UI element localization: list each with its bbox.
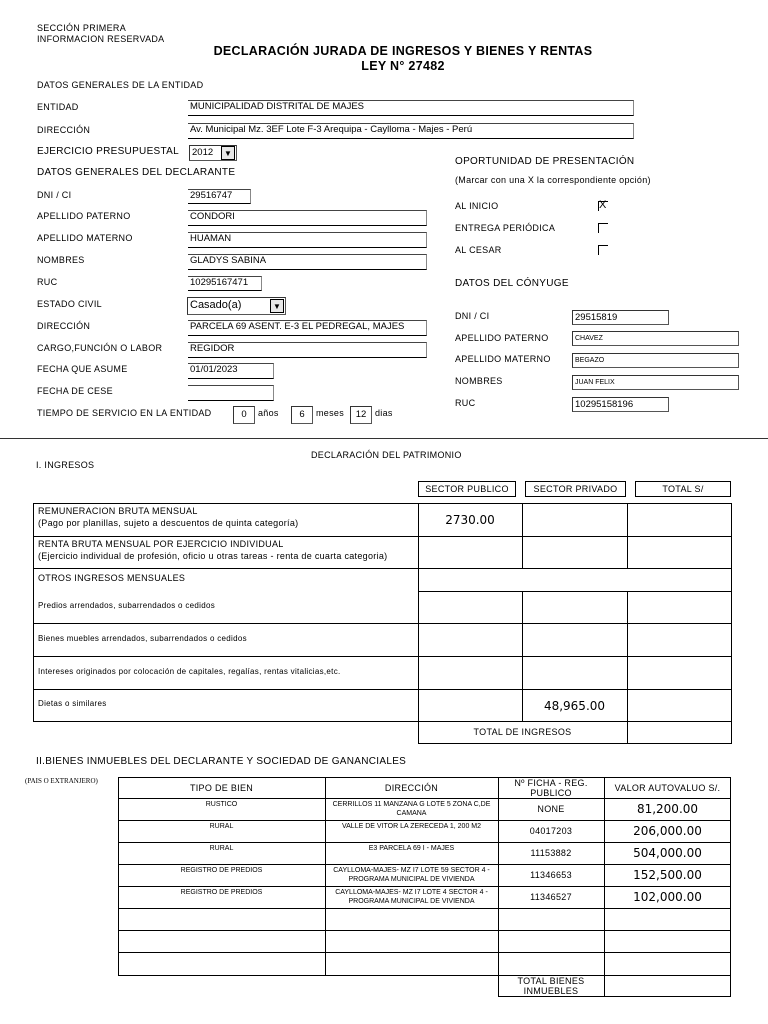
ingreso-row-remuneracion-desc: (Pago por planillas, sujeto a descuentos de quinta categoría) — [38, 518, 299, 528]
chevron-down-icon[interactable]: ▼ — [270, 299, 284, 313]
nombres-field[interactable]: GLADYS SABINA — [188, 254, 427, 270]
entidad-label: ENTIDAD — [37, 102, 79, 112]
ap-paterno-label: APELLIDO PATERNO — [37, 211, 131, 221]
col-direccion: DIRECCIÓN — [384, 783, 439, 793]
renta-total[interactable] — [627, 536, 732, 568]
tiempo-label: TIEMPO DE SERVICIO EN LA ENTIDAD — [37, 408, 212, 418]
ingresos-heading: I. INGRESOS — [36, 460, 95, 470]
inmueble-row-1-tipo: RUSTICO — [205, 800, 238, 808]
inmueble-row-5-direccion: CAYLLOMA-MAJES- MZ I7 LOTE 4 SECTOR 4 - PROGRAMA MUNICIPAL DE VIVIENDA — [335, 889, 488, 905]
cargo-label: CARGO,FUNCIÓN O LABOR — [37, 343, 163, 353]
dietas-privado[interactable]: 48,965.00 — [543, 698, 606, 713]
dietas-total[interactable] — [627, 689, 732, 722]
estado-civil-value: Casado(a) — [190, 299, 242, 311]
ejercicio-label: EJERCICIO PRESUPUESTAL — [37, 146, 180, 157]
spouse-ap-materno-field[interactable]: BEGAZO — [572, 353, 739, 368]
fecha-asume-label: FECHA QUE ASUME — [37, 364, 128, 374]
spouse-nombres-label: NOMBRES — [455, 376, 503, 386]
intereses-total[interactable] — [627, 656, 732, 689]
declarant-heading: DATOS GENERALES DEL DECLARANTE — [37, 167, 236, 178]
col-header-total: TOTAL S/ — [635, 481, 731, 497]
declarant-direccion-label: DIRECCIÓN — [37, 321, 91, 331]
intereses-publico[interactable] — [418, 656, 522, 689]
spouse-dni-label: DNI / CI — [455, 311, 490, 321]
inmueble-row-1-ficha: NONE — [537, 804, 565, 814]
total-ingresos-label: TOTAL DE INGRESOS — [473, 727, 572, 737]
option-al-cesar-label: AL CESAR — [455, 245, 502, 255]
spouse-ruc-field[interactable]: 10295158196 — [572, 397, 669, 412]
renta-privado[interactable] — [522, 536, 627, 568]
inmuebles-heading: II.BIENES INMUEBLES DEL DECLARANTE Y SOCIEDAD DE GANANCIALES — [36, 756, 407, 767]
col-header-privado: SECTOR PRIVADO — [525, 481, 626, 497]
meses-field[interactable]: 6 — [291, 406, 313, 424]
inmueble-row-4-valor: 152,500.00 — [633, 868, 702, 882]
predios-total[interactable] — [627, 591, 732, 623]
remuneracion-privado[interactable] — [522, 503, 627, 536]
oportunidad-hint: (Marcar con una X la correspondiente opción) — [455, 175, 651, 185]
col-tipo-bien: TIPO DE BIEN — [189, 783, 254, 793]
intereses-privado[interactable] — [522, 656, 627, 689]
muebles-privado[interactable] — [522, 623, 627, 656]
dias-label: dias — [375, 408, 393, 418]
meses-label: meses — [316, 408, 345, 418]
col-header-publico: SECTOR PUBLICO — [418, 481, 516, 497]
fecha-cese-field[interactable] — [188, 385, 274, 401]
inmueble-row-3-ficha: 11153882 — [530, 848, 572, 858]
section-divider — [0, 438, 768, 439]
estado-civil-label: ESTADO CIVIL — [37, 299, 102, 309]
anios-label: años — [258, 408, 279, 418]
muebles-total[interactable] — [627, 623, 732, 656]
ingreso-row-remuneracion-title: REMUNERACION BRUTA MENSUAL — [38, 506, 198, 516]
option-entrega-periodica-label: ENTREGA PERIÓDICA — [455, 223, 556, 233]
dni-field[interactable]: 29516747 — [188, 189, 251, 204]
pais-note: (PAIS O EXTRANJERO) — [25, 777, 98, 785]
ap-paterno-field[interactable]: CONDORI — [188, 210, 427, 226]
ap-materno-label: APELLIDO MATERNO — [37, 233, 133, 243]
col-valor: VALOR AUTOVALUO S/. — [614, 783, 721, 793]
inmueble-row-2-tipo: RURAL — [209, 822, 234, 830]
chevron-down-icon[interactable]: ▼ — [221, 146, 235, 160]
dni-label: DNI / CI — [37, 190, 72, 200]
checkbox-al-cesar[interactable] — [598, 245, 608, 255]
checkbox-mark: X — [599, 199, 607, 211]
inmueble-row-5-valor: 102,000.00 — [633, 890, 702, 904]
ingreso-row-bienes-muebles: Bienes muebles arrendados, subarrendados o cedidos — [38, 634, 247, 643]
inmueble-row-1-direccion: CERRILLOS 11 MANZANA G LOTE 5 ZONA C,DE CAMANA — [332, 801, 491, 817]
spouse-ap-materno-label: APELLIDO MATERNO — [455, 354, 551, 364]
predios-privado[interactable] — [522, 591, 627, 623]
ingreso-row-predios: Predios arrendados, subarrendados o cedidos — [38, 601, 216, 610]
ap-materno-field[interactable]: HUAMAN — [188, 232, 427, 248]
entity-direccion-field[interactable]: Av. Municipal Mz. 3EF Lote F-3 Arequipa - Caylloma - Majes - Perú — [188, 123, 634, 139]
ingreso-row-dietas: Dietas o similares — [38, 699, 107, 708]
dias-field[interactable]: 12 — [350, 406, 372, 424]
col-ficha: Nº FICHA - REG. PUBLICO — [514, 778, 588, 798]
checkbox-entrega-periodica[interactable] — [598, 223, 608, 233]
entidad-field[interactable]: MUNICIPALIDAD DISTRITAL DE MAJES — [188, 100, 634, 116]
reserved-label: INFORMACION RESERVADA — [37, 34, 165, 44]
renta-publico[interactable] — [418, 536, 522, 568]
checkbox-al-inicio[interactable] — [598, 201, 608, 211]
law-number: LEY N° 27482 — [361, 59, 445, 73]
entity-direccion-label: DIRECCIÓN — [37, 125, 91, 135]
inmueble-row-4-direccion: CAYLLOMA-MAJES- MZ I7 LOTE 59 SECTOR 4 - PROGRAMA MUNICIPAL DE VIVIENDA — [333, 867, 490, 883]
fecha-asume-field[interactable]: 01/01/2023 — [188, 363, 274, 379]
spouse-heading: DATOS DEL CÓNYUGE — [455, 278, 569, 289]
nombres-label: NOMBRES — [37, 255, 85, 265]
inmueble-row-2-valor: 206,000.00 — [633, 824, 702, 838]
inmueble-row-3-tipo: RURAL — [209, 844, 234, 852]
spouse-dni-field[interactable]: 29515819 — [572, 310, 669, 325]
inmueble-row-4-ficha: 11346653 — [530, 870, 572, 880]
remuneracion-publico[interactable]: 2730.00 — [445, 512, 495, 527]
document-title: DECLARACIÓN JURADA DE INGRESOS Y BIENES Y RENTAS — [213, 44, 593, 58]
inmueble-row-2-ficha: 04017203 — [529, 826, 573, 836]
patrimonio-heading: DECLARACIÓN DEL PATRIMONIO — [311, 450, 462, 460]
remuneracion-total[interactable] — [627, 503, 732, 536]
ingreso-row-renta-title: RENTA BRUTA MENSUAL POR EJERCICIO INDIVIDUAL — [38, 539, 284, 549]
inmueble-row-1-valor: 81,200.00 — [636, 802, 699, 816]
inmueble-row-5-ficha: 11346527 — [530, 892, 572, 902]
ruc-field[interactable]: 10295167471 — [188, 276, 262, 291]
inmueble-row-3-valor: 504,000.00 — [633, 846, 702, 860]
anios-field[interactable]: 0 — [233, 406, 255, 424]
dietas-publico[interactable] — [418, 689, 522, 722]
cargo-field[interactable]: REGIDOR — [188, 342, 427, 358]
ingreso-row-renta-desc: (Ejercicio individual de profesión, oficio u otras tareas - renta de cuarta categoria) — [38, 551, 388, 561]
predios-publico[interactable] — [418, 591, 522, 623]
total-inmuebles-value[interactable] — [604, 975, 731, 997]
total-inmuebles-label: TOTAL BIENES INMUEBLES — [517, 976, 585, 996]
spouse-ruc-label: RUC — [455, 398, 476, 408]
entity-heading: DATOS GENERALES DE LA ENTIDAD — [37, 80, 204, 90]
inmueble-row-3-direccion: E3 PARCELA 69 I - MAJES — [368, 844, 455, 852]
fecha-cese-label: FECHA DE CESE — [37, 386, 113, 396]
inmueble-row-4-tipo: REGISTRO DE PREDIOS — [180, 866, 263, 874]
option-al-inicio-label: AL INICIO — [455, 201, 499, 211]
spouse-nombres-field[interactable]: JUAN FELIX — [572, 375, 739, 390]
ejercicio-value: 2012 — [192, 147, 214, 158]
ruc-label: RUC — [37, 277, 58, 287]
section-label: SECCIÓN PRIMERA — [37, 23, 127, 33]
ingreso-row-intereses: Intereses originados por colocación de capitales, regalías, rentas vitalicias,etc. — [38, 667, 341, 676]
muebles-publico[interactable] — [418, 623, 522, 656]
spouse-ap-paterno-label: APELLIDO PATERNO — [455, 333, 549, 343]
spouse-ap-paterno-field[interactable]: CHAVEZ — [572, 331, 739, 346]
total-ingresos-value[interactable] — [627, 721, 732, 743]
declarant-direccion-field[interactable]: PARCELA 69 ASENT. E-3 EL PEDREGAL, MAJES — [188, 320, 427, 336]
ingreso-row-otros-title: OTROS INGRESOS MENSUALES — [38, 573, 186, 583]
inmueble-row-2-direccion: VALLE DE VITOR LA ZERECEDA 1, 200 M2 — [341, 822, 482, 830]
oportunidad-heading: OPORTUNIDAD DE PRESENTACIÓN — [455, 156, 635, 167]
inmueble-row-5-tipo: REGISTRO DE PREDIOS — [180, 888, 263, 896]
